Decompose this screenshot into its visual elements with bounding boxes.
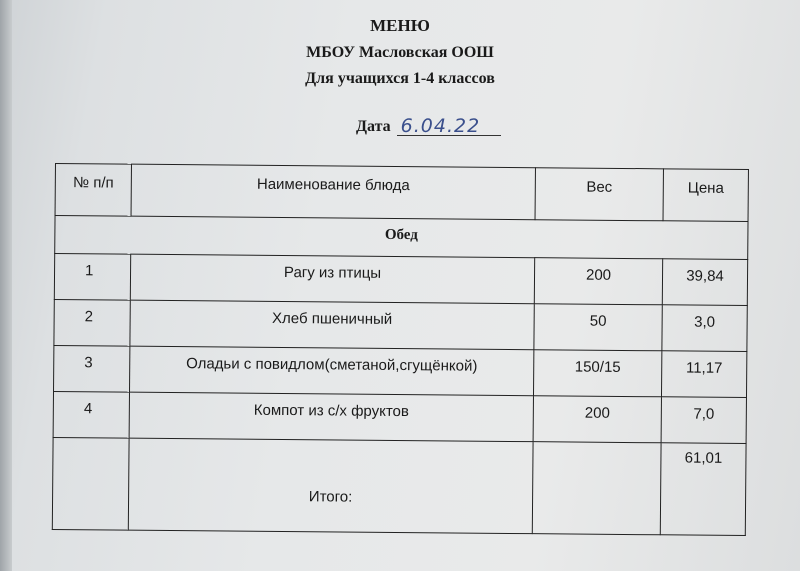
dish-name: Рагу из птицы (130, 254, 534, 304)
dish-price: 7,0 (661, 397, 746, 444)
row-number: 4 (53, 391, 129, 438)
date-label: Дата (356, 118, 391, 135)
total-label: Итого: (128, 438, 533, 534)
dish-weight: 200 (533, 396, 661, 443)
table-header-row (55, 164, 748, 222)
menu-table (52, 163, 749, 536)
total-price: 61,01 (660, 443, 746, 536)
dish-price: 39,84 (662, 259, 747, 306)
table-row (54, 254, 747, 306)
dish-price: 11,17 (661, 351, 746, 398)
dish-weight: 200 (534, 258, 662, 305)
school-name: МБОУ Масловская ООШ (306, 44, 494, 61)
section-row (55, 216, 748, 260)
dish-name: Компот из с/х фруктов (129, 392, 533, 442)
total-weight-cell (532, 442, 661, 535)
dish-name: Оладьи с повидлом(сметаной,сгущёнкой) (130, 346, 534, 396)
section-title: Обед (55, 216, 748, 260)
col-header-number: № п/п (55, 164, 131, 217)
row-number: 2 (54, 299, 130, 346)
table-row (54, 299, 747, 351)
dish-weight: 150/15 (533, 350, 661, 397)
table-row (54, 345, 747, 397)
col-header-weight: Вес (535, 168, 663, 221)
date-value: 6.04.22 (397, 117, 501, 136)
table-row (53, 391, 746, 443)
total-row (52, 437, 746, 535)
row-number: 1 (54, 254, 130, 301)
menu-title: МЕНЮ (370, 16, 430, 35)
col-header-price: Цена (663, 169, 748, 222)
total-number-cell (52, 437, 129, 530)
audience-line: Для учащихся 1-4 классов (305, 70, 495, 87)
row-number: 3 (54, 345, 130, 392)
dish-weight: 50 (534, 304, 662, 351)
dish-name: Хлеб пшеничный (130, 300, 534, 350)
col-header-name: Наименование блюда (131, 164, 535, 220)
date-row (356, 117, 501, 136)
dish-price: 3,0 (662, 305, 747, 352)
